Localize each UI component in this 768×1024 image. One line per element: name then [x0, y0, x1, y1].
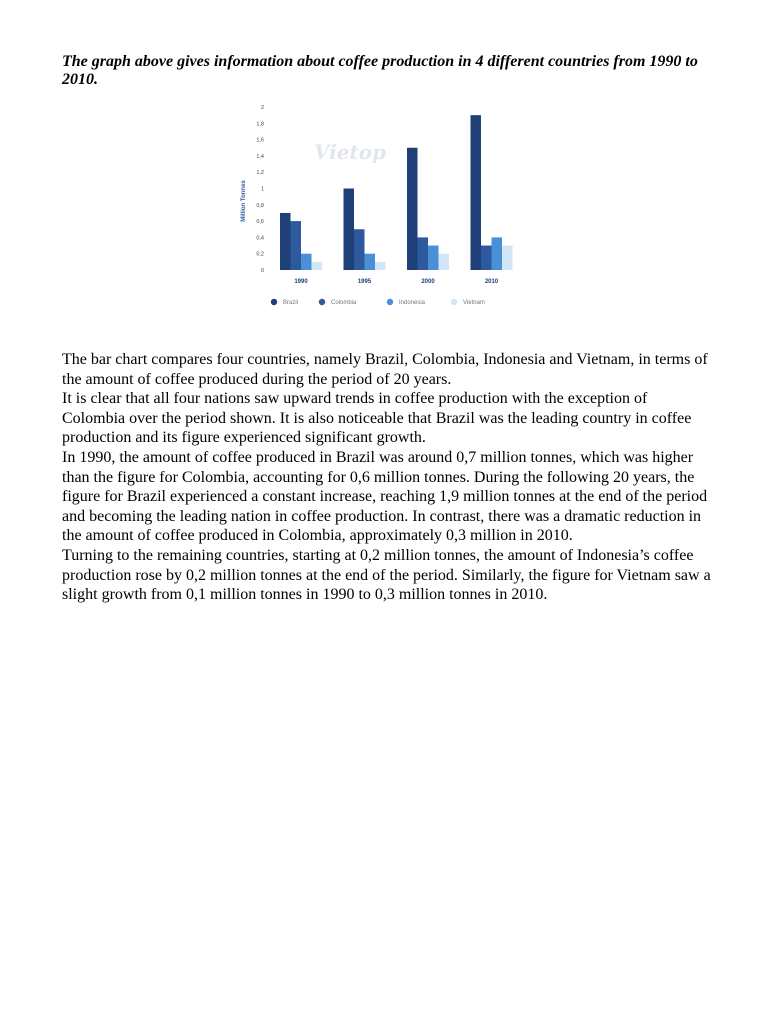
y-tick-label: 1,4	[256, 153, 264, 160]
legend-label-colombia: Colombia	[331, 300, 357, 306]
y-tick-label: 0,2	[256, 251, 264, 258]
essay-paragraph-2: It is clear that all four nations saw upward trends in coffee production with the exception of Colombia over the period shown. It is also noticeable that Brazil was the leading country in coffee production and its figure experienced significant growth.	[62, 390, 692, 447]
bar-indonesia-1990	[301, 254, 312, 270]
legend-label-brazil: Brazil	[283, 300, 299, 306]
y-axis-label: Million Tonnes	[241, 180, 247, 222]
chart-watermark: Vietop	[313, 140, 387, 164]
bar-indonesia-2000	[428, 246, 439, 270]
y-tick-label: 0,4	[256, 235, 264, 242]
bar-chart-svg	[232, 97, 535, 311]
x-tick-label: 1990	[294, 279, 308, 285]
bar-vietnam-2000	[439, 254, 450, 270]
bar-colombia-1995	[354, 229, 365, 270]
bar-colombia-1990	[291, 221, 302, 270]
page-heading: The graph above gives information about coffee production in 4 different countries from 1990 to 2010.	[62, 53, 698, 88]
chart-legend	[271, 299, 485, 306]
bar-vietnam-1995	[375, 262, 386, 270]
legend-marker-indonesia	[387, 299, 393, 305]
bar-brazil-1995	[344, 189, 355, 271]
chart-bars	[280, 115, 513, 270]
x-tick-label: 1995	[357, 279, 372, 285]
y-tick-label: 0,8	[256, 202, 264, 209]
essay-paragraph-3: In 1990, the amount of coffee produced in Brazil was around 0,7 million tonnes, which was higher than the figure for Colombia, accounting for 0,6 million tonnes. During the following 20 years, the figure for Brazil experienced a constant increase, reaching 1,9 million tonnes at the end of the period and becoming the leading nation in coffee production. In contrast, there was a dramatic reduction in the amount of coffee produced in Colombia, approximately 0,3 million in 2010.	[62, 448, 708, 545]
essay-body	[62, 350, 712, 605]
bar-vietnam-1990	[312, 262, 323, 270]
bar-colombia-2010	[481, 246, 492, 270]
legend-marker-brazil	[271, 299, 277, 305]
legend-marker-vietnam	[451, 299, 457, 305]
legend-label-indonesia: Indonesia	[399, 300, 426, 306]
y-axis-ticks	[256, 105, 264, 274]
y-tick-label: 1	[260, 186, 264, 193]
y-tick-label: 1,8	[256, 121, 264, 128]
bar-indonesia-1995	[365, 254, 376, 270]
y-tick-label: 0	[260, 268, 264, 274]
x-tick-label: 2010	[484, 279, 499, 285]
essay-paragraph-4: Turning to the remaining countries, starting at 0,2 million tonnes, the amount of Indonesia’s coffee production rose by 0,2 million tonnes at the end of the period. Similarly, the figure for Vietnam saw a slight growth from 0,1 million tonnes in 1990 to 0,3 million tonnes in 2010.	[62, 546, 711, 604]
bar-vietnam-2010	[502, 246, 513, 270]
y-tick-label: 1,6	[256, 137, 264, 144]
y-tick-label: 2	[260, 105, 264, 111]
legend-marker-colombia	[319, 299, 325, 305]
coffee-production-chart	[232, 97, 535, 311]
bar-indonesia-2010	[492, 237, 503, 270]
bar-brazil-2010	[471, 115, 482, 270]
essay-paragraph-1: The bar chart compares four countries, namely Brazil, Colombia, Indonesia and Vietnam, in terms of the amount of coffee produced during the period of 20 years.	[62, 351, 708, 388]
bar-brazil-1990	[280, 213, 291, 270]
x-axis-ticks	[294, 279, 499, 285]
bar-brazil-2000	[407, 148, 418, 270]
bar-colombia-2000	[418, 237, 429, 270]
legend-label-vietnam: Vietnam	[463, 300, 485, 306]
x-tick-label: 2000	[421, 279, 435, 285]
y-tick-label: 0,6	[256, 219, 264, 226]
y-tick-label: 1,2	[256, 170, 264, 177]
